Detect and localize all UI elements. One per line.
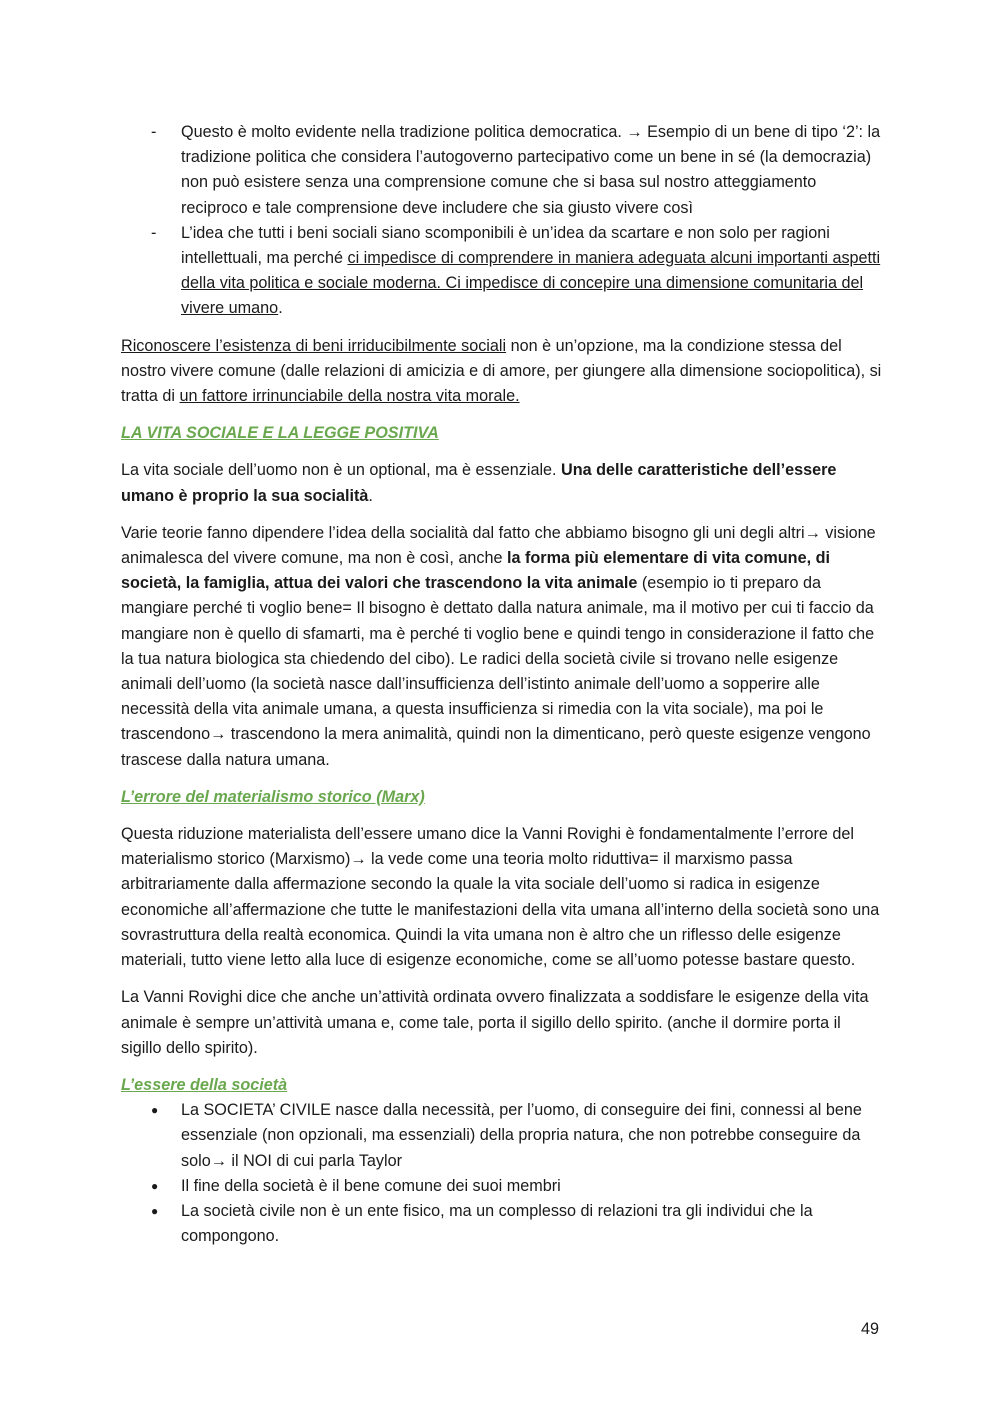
list-item-text: Questo è molto evidente nella tradizione politica democratica. → Esempio di un bene di tipo ‘2’: la tradizione politica che considera l’autogoverno partecipativo come un bene in sé (la democrazia) non può esistere senza una comprensione comune che si basa sul nostro atteggiamento reciproco e tale comprensione deve includere che sia giusto vivere così [181, 123, 881, 217]
underlined-text: ci impedisce di comprendere in maniera adeguata alcuni importanti aspetti della vita politica e sociale moderna. Ci impedisce di concepire una dimensione comunitaria del vivere umano [181, 249, 881, 318]
paragraph-text: La vita sociale dell’uomo non è un optional, ma è essenziale. [121, 461, 562, 480]
list-item [121, 221, 883, 322]
paragraph-text: . [368, 486, 373, 505]
paragraph [121, 458, 883, 508]
underlined-text: Riconoscere l’esistenza di beni irriducibilmente sociali [121, 336, 507, 355]
list-item-text: L’idea che tutti i beni sociali siano scomponibili è un’idea da scartare e non solo per ragioni intellettuali, ma perché [181, 223, 830, 268]
section-heading: L’essere della società [121, 1075, 288, 1094]
page-number: 49 [860, 1320, 879, 1338]
paragraph-text: (esempio io ti preparo da mangiare perché ti voglio bene= Il bisogno è dettato dalla natura animale, ma il motivo per cui ti faccio da mangiare non è quello di sfamarti, ma è perché ti voglio bene e quindi tengo in considerazione il fatto che la tua natura biologica sta chiedendo del cibo). Le radici della società civile si trovano nelle esigenze animali dell’uomo (la società nasce dall’insufficienza dell’istinto animale dell’uomo a sopperire alle necessità della vita animale umana, a questa insufficienza si rimedia con la vita sociale), ma poi le trascendono→ trascendono la mera animalità, quindi non la dimenticano, però queste esigenze vengono trascese dalla natura umana. [121, 574, 875, 769]
paragraph: Questa riduzione materialista dell’essere umano dice la Vanni Rovighi è fondamentalmente l’errore del materialismo storico (Marxismo)→ la vede come una teoria molto riduttiva= il marxismo passa arbitrariamente dalla affermazione secondo la quale la vita sociale dell’uomo si radica in esigenze economiche all’affermazione che tutte le manifestazioni della vita umana all’interno della società sono una sovrastruttura della realtà economica. Quindi la vita umana non è altro che un riflesso delle esigenze materiali, tutto viene letto alla luce di esigenze economiche, come se all’uomo potesse bastare questo. [121, 825, 880, 970]
bullet-list [121, 1098, 883, 1249]
list-item [121, 120, 883, 221]
bold-text: Una delle caratteristiche dell’essere umano è proprio la sua socialità [121, 461, 837, 505]
paragraph [121, 334, 883, 410]
list-item: ● La SOCIETA’ CIVILE nasce dalla necessità, per l’uomo, di conseguire dei fini, connessi al bene essenziale (non opzionali, ma essenziali) della propria natura, che non potrebbe conseguire da solo→ il NOI di cui parla Taylor [121, 1098, 883, 1174]
list-item-text: . [278, 299, 283, 318]
section-heading: L’errore del materialismo storico (Marx) [121, 787, 425, 806]
paragraph-text: non è un’opzione, ma la condizione stessa del nostro vivere comune (dalle relazioni di amicizia e di amore, per giungere alla dimensione sociopolitica), si tratta di [121, 336, 882, 406]
paragraph: La Vanni Rovighi dice che anche un’attività ordinata ovvero finalizzata a soddisfare le esigenze della vita animale è sempre un’attività umana e, come tale, porta il sigillo dello spirito. (anche il dormire porta il sigillo dello spirito). [121, 988, 869, 1057]
underlined-text: un fattore irrinunciabile della nostra vita morale. [179, 387, 520, 406]
section-heading: LA VITA SOCIALE E LA LEGGE POSITIVA [121, 424, 439, 443]
list-item: ● La società civile non è un ente fisico, ma un complesso di relazioni tra gli individui che la compongono. [121, 1199, 883, 1249]
page-content [121, 120, 883, 1249]
bold-text: la forma più elementare di vita comune, di società, la famiglia, attua dei valori che trascendono la vita animale [121, 549, 830, 593]
dash-list [121, 120, 883, 322]
paragraph [121, 521, 883, 773]
list-item: ● Il fine della società è il bene comune dei suoi membri [121, 1174, 883, 1199]
paragraph-text: Varie teorie fanno dipendere l’idea della socialità dal fatto che abbiamo bisogno gli uni degli altri→ visione animalesca del vivere comune, ma non è così, anche [121, 523, 876, 568]
